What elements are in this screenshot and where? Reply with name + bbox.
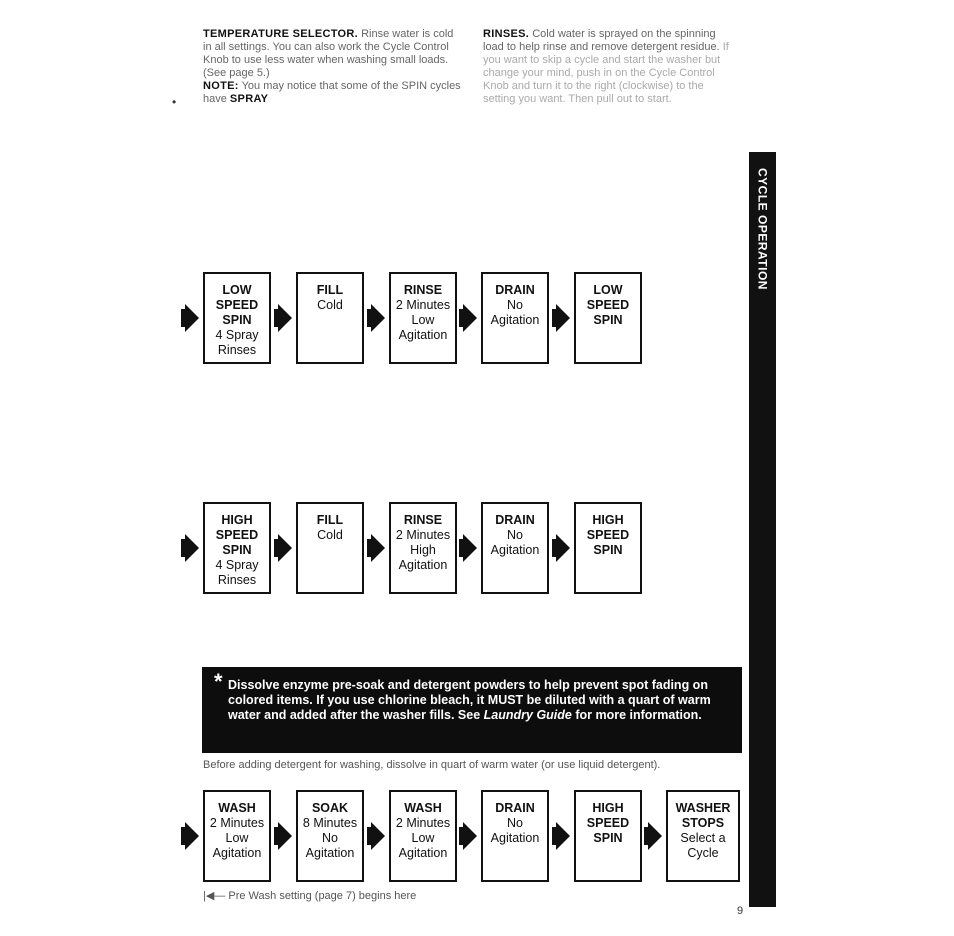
cycle-step-detail: Agitation bbox=[490, 313, 540, 327]
cycle-step-box bbox=[574, 790, 642, 882]
cycle-step-title: FILL bbox=[316, 283, 344, 297]
flow-arrow-icon bbox=[463, 534, 477, 562]
cycle-step-detail: 2 Minutes bbox=[395, 528, 451, 542]
temperature-selector-section bbox=[203, 28, 461, 106]
flow-arrow-icon bbox=[463, 822, 477, 850]
flow-arrow-icon bbox=[556, 822, 570, 850]
cycle-step-detail: Low bbox=[225, 831, 249, 845]
cycle-step-detail: High bbox=[410, 543, 436, 557]
rinses-heading: RINSES. bbox=[483, 28, 530, 40]
flow-arrow-icon bbox=[278, 304, 292, 332]
note-paragraph bbox=[203, 80, 461, 106]
cycle-step-title: DRAIN bbox=[495, 801, 535, 815]
temperature-selector-heading: TEMPERATURE SELECTOR. bbox=[203, 28, 359, 40]
cycle-step-detail: 8 Minutes bbox=[302, 816, 358, 830]
detergent-note: Before adding detergent for washing, dissolve in quart of warm water (or use liquid detergent). bbox=[203, 759, 661, 771]
cycle-step-box bbox=[296, 272, 364, 364]
cycle-step-title: LOW SPEED SPIN bbox=[586, 283, 630, 327]
flow-arrow-icon bbox=[278, 534, 292, 562]
cycle-step-title: RINSE bbox=[403, 513, 443, 527]
cycle-step-box bbox=[574, 272, 642, 364]
bleach-warning-banner bbox=[202, 667, 742, 753]
laundry-guide-reference: Laundry Guide bbox=[483, 708, 572, 722]
flow-arrow-icon bbox=[278, 822, 292, 850]
flow-arrow-icon bbox=[371, 534, 385, 562]
flow-arrow-icon bbox=[185, 822, 199, 850]
cycle-step-detail: Cycle bbox=[687, 846, 719, 860]
cycle-step-title: RINSE bbox=[403, 283, 443, 297]
stray-dot: • bbox=[172, 95, 177, 109]
cycle-step-detail: Rinses bbox=[217, 343, 257, 357]
flow-arrow-icon bbox=[371, 822, 385, 850]
cycle-step-box bbox=[666, 790, 740, 882]
note-bold: SPRAY bbox=[229, 93, 269, 105]
cycle-step-detail: Agitation bbox=[398, 846, 448, 860]
rinses-section bbox=[483, 28, 738, 106]
prewash-note: |◀— Pre Wash setting (page 7) begins here bbox=[203, 890, 417, 902]
flow-arrow-icon bbox=[556, 534, 570, 562]
flow-arrow-icon bbox=[648, 822, 662, 850]
cycle-step-detail: Agitation bbox=[398, 558, 448, 572]
banner-text: Dissolve enzyme pre-soak and detergent powders to help prevent spot fading on colored items. If you use chlorine bleach, it MUST be diluted with a quart of warm water and added after the washer fills. See bbox=[228, 678, 711, 722]
temperature-selector-body: Rinse water is cold in all settings. You can also work the Cycle Control Knob to use less water when washing small loads. (See page 5.) bbox=[203, 28, 454, 79]
cycle-step-detail: No bbox=[322, 831, 338, 845]
cycle-step-box bbox=[389, 790, 457, 882]
flow-arrow-icon bbox=[463, 304, 477, 332]
flow-arrow-icon bbox=[185, 304, 199, 332]
flow-arrow-icon bbox=[556, 304, 570, 332]
rinses-body: Cold water is sprayed on the spinning load to help rinse and remove detergent residue. bbox=[483, 28, 720, 53]
asterisk-icon: * bbox=[214, 669, 223, 694]
cycle-step-detail: No bbox=[507, 816, 523, 830]
cycle-step-detail: 2 Minutes bbox=[209, 816, 265, 830]
banner-tail: for more information. bbox=[575, 708, 702, 722]
cycle-step-detail: 2 Minutes bbox=[395, 816, 451, 830]
cycle-step-detail: Low bbox=[411, 831, 435, 845]
cycle-step-detail: Agitation bbox=[490, 543, 540, 557]
cycle-step-title: FILL bbox=[316, 513, 344, 527]
cycle-step-title: SOAK bbox=[311, 801, 349, 815]
cycle-step-box bbox=[296, 502, 364, 594]
cycle-step-title: WASHER STOPS bbox=[675, 801, 731, 830]
note-body: You may notice that some of the SPIN cycles have bbox=[203, 80, 461, 105]
cycle-step-detail: Select a bbox=[680, 831, 726, 845]
cycle-step-box bbox=[481, 502, 549, 594]
cycle-step-detail: Agitation bbox=[398, 328, 448, 342]
cycle-step-title: DRAIN bbox=[495, 513, 535, 527]
note-label: NOTE: bbox=[203, 80, 239, 92]
cycle-step-title: HIGH SPEED SPIN bbox=[215, 513, 259, 557]
cycle-step-title: WASH bbox=[404, 801, 442, 815]
cycle-step-title: LOW SPEED SPIN bbox=[215, 283, 259, 327]
cycle-step-title: DRAIN bbox=[495, 283, 535, 297]
flow-arrow-icon bbox=[371, 304, 385, 332]
cycle-step-box bbox=[203, 502, 271, 594]
side-tab-label: CYCLE OPERATION bbox=[755, 168, 770, 290]
cycle-step-detail: Agitation bbox=[305, 846, 355, 860]
cycle-step-detail: 4 Spray bbox=[215, 328, 259, 342]
cycle-step-box bbox=[389, 502, 457, 594]
cycle-step-box bbox=[389, 272, 457, 364]
cycle-step-detail: 2 Minutes bbox=[395, 298, 451, 312]
cycle-step-detail: No bbox=[507, 528, 523, 542]
cycle-step-title: HIGH SPEED SPIN bbox=[586, 513, 630, 557]
cycle-step-title: HIGH SPEED SPIN bbox=[586, 801, 630, 845]
cycle-step-detail: No bbox=[507, 298, 523, 312]
cycle-step-box bbox=[481, 272, 549, 364]
cycle-step-detail: Cold bbox=[317, 528, 343, 542]
cycle-step-detail: Rinses bbox=[217, 573, 257, 587]
cycle-step-detail: 4 Spray bbox=[215, 558, 259, 572]
cycle-step-detail: Cold bbox=[317, 298, 343, 312]
cycle-step-detail: Low bbox=[411, 313, 435, 327]
cycle-step-box bbox=[574, 502, 642, 594]
cycle-step-detail: Agitation bbox=[490, 831, 540, 845]
cycle-step-title: WASH bbox=[218, 801, 256, 815]
rinses-faint-body: If you want to skip a cycle and start the washer but change your mind, push in on the Cycle Control Knob and turn it to the right (clockwise) to the setting you want. Then pull out to start. bbox=[483, 41, 729, 105]
cycle-step-box bbox=[203, 272, 271, 364]
cycle-operation-tab bbox=[749, 152, 776, 907]
cycle-step-box bbox=[296, 790, 364, 882]
cycle-step-box bbox=[481, 790, 549, 882]
cycle-step-detail: Agitation bbox=[212, 846, 262, 860]
page-number: 9 bbox=[737, 905, 744, 917]
cycle-step-box bbox=[203, 790, 271, 882]
flow-arrow-icon bbox=[185, 534, 199, 562]
